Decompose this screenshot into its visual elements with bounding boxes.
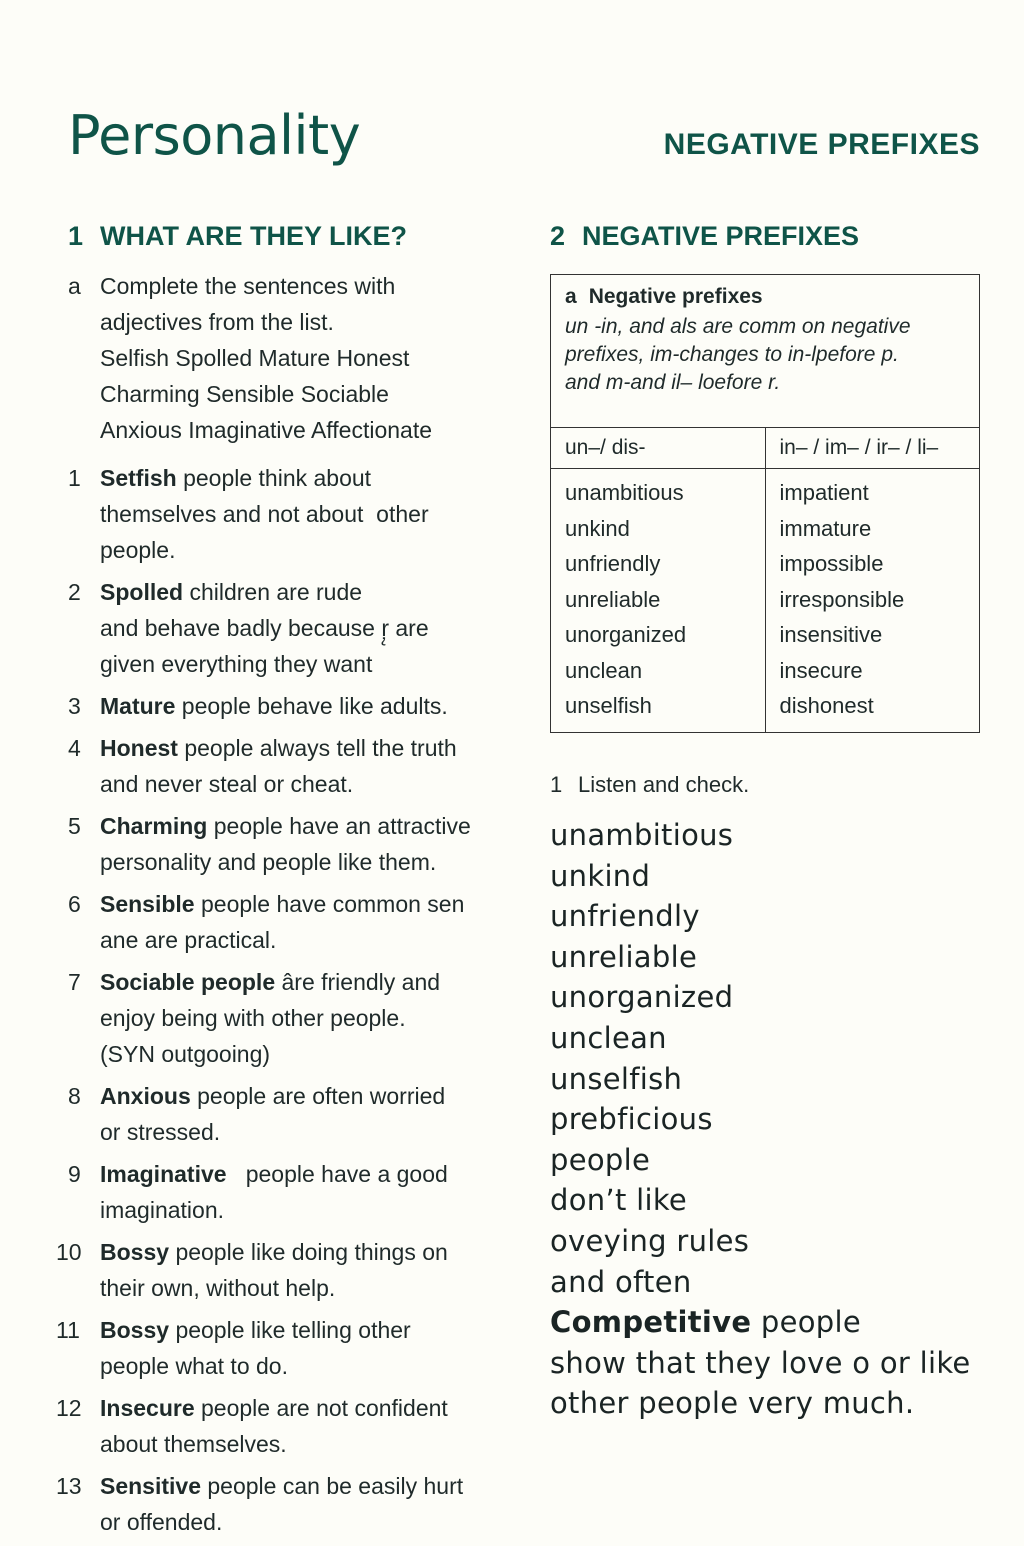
big-word: people bbox=[550, 1142, 651, 1177]
prefix-word: immature bbox=[779, 515, 872, 541]
column-header: in– / im– / ir– / li– bbox=[766, 428, 980, 469]
sentence-item bbox=[68, 688, 508, 724]
item-line bbox=[100, 844, 471, 880]
prefix-word: unclean bbox=[565, 657, 643, 683]
item-number: 12 bbox=[56, 1395, 82, 1421]
sentence-list bbox=[56, 460, 508, 1540]
item-line bbox=[100, 1270, 448, 1306]
item-line bbox=[100, 1468, 463, 1504]
item-line bbox=[100, 646, 429, 682]
item-line bbox=[100, 460, 429, 496]
word-column bbox=[550, 815, 990, 1424]
item-line-text: their own, without help. bbox=[100, 1275, 336, 1301]
item-line-text: people are not confident bbox=[201, 1395, 448, 1421]
word-list bbox=[100, 340, 508, 448]
item-line-text: or stressed. bbox=[100, 1119, 221, 1145]
item-text bbox=[100, 460, 429, 568]
item-number: 2 bbox=[68, 579, 81, 605]
item-line-text: and behave badly because ŗ̨ are bbox=[100, 615, 429, 641]
item-number: 8 bbox=[68, 1083, 81, 1109]
item-line bbox=[100, 1390, 448, 1426]
box-note-line: prefixes, im-changes to in-lpefore p. bbox=[565, 343, 899, 366]
prefix-word: unreliable bbox=[565, 586, 661, 612]
listen-number: 1 bbox=[550, 772, 563, 797]
item-line-text: children are rude bbox=[189, 579, 363, 605]
item-text bbox=[100, 730, 457, 802]
item-number: 3 bbox=[68, 693, 81, 719]
item-line bbox=[100, 922, 464, 958]
item-number: 6 bbox=[68, 891, 81, 917]
item-line bbox=[100, 610, 429, 646]
prefix-word: unambitious bbox=[565, 480, 684, 505]
corner-title: NEGATIVE PREFIXES bbox=[663, 128, 980, 161]
sentence-item bbox=[68, 574, 508, 682]
prefix-word: dishonest bbox=[779, 693, 874, 718]
item-number: 7 bbox=[68, 969, 81, 995]
item-number: 1 bbox=[68, 465, 81, 491]
box-label: a bbox=[565, 285, 577, 308]
prefix-columns bbox=[551, 428, 979, 732]
item-line bbox=[100, 1192, 448, 1228]
item-line bbox=[100, 532, 429, 568]
big-word: prebficious bbox=[550, 1102, 713, 1137]
item-number: 11 bbox=[56, 1317, 80, 1343]
item-text bbox=[100, 808, 471, 880]
item-line bbox=[100, 1078, 445, 1114]
prefix-word: insensitive bbox=[779, 622, 883, 647]
closing-line: show that they love o or like bbox=[550, 1345, 971, 1380]
prefix-column bbox=[765, 428, 980, 732]
adjective: Charming bbox=[100, 813, 208, 839]
item-line bbox=[100, 1504, 463, 1540]
prefix-word: impatient bbox=[779, 480, 869, 505]
item-number: 13 bbox=[56, 1473, 82, 1499]
listen-instruction bbox=[550, 772, 749, 798]
big-word: unclean bbox=[550, 1020, 667, 1055]
item-line-text: given everything they want bbox=[100, 651, 373, 677]
sentence-item bbox=[68, 808, 508, 880]
sentence-item bbox=[68, 1156, 508, 1228]
item-line-text: people have common sen bbox=[201, 891, 465, 917]
task-label: a bbox=[68, 273, 81, 299]
prefix-word: unselfish bbox=[565, 693, 652, 718]
big-word: unselfish bbox=[550, 1061, 683, 1096]
adjective: Anxious bbox=[100, 1083, 191, 1109]
item-line-text: people behave like adults. bbox=[181, 693, 448, 719]
item-line-text: people have an attractive bbox=[213, 813, 471, 839]
instruction-line: Complete the sentences with bbox=[100, 273, 396, 299]
adjective: Insecure bbox=[100, 1395, 195, 1421]
prefix-word: unfriendly bbox=[565, 551, 661, 576]
item-text bbox=[100, 1234, 448, 1306]
adjective: Sociable people bbox=[100, 969, 276, 995]
sentence-item bbox=[68, 730, 508, 802]
column-words bbox=[766, 469, 980, 732]
prefix-table bbox=[550, 274, 980, 733]
prefix-word: insecure bbox=[779, 657, 863, 683]
big-word: unorganized bbox=[550, 980, 734, 1015]
competitive-word: Competitive bbox=[550, 1305, 752, 1340]
prefix-word: unkind bbox=[565, 515, 630, 541]
box-title bbox=[565, 285, 965, 309]
listen-text: Listen and check. bbox=[578, 772, 750, 797]
sentence-item bbox=[56, 1234, 508, 1306]
big-word: and often bbox=[550, 1264, 692, 1299]
section-2-heading-text: NEGATIVE PREFIXES bbox=[582, 221, 860, 251]
item-line-text: about themselves. bbox=[100, 1431, 287, 1457]
section-2-number: 2 bbox=[550, 221, 566, 251]
big-word: unreliable bbox=[550, 939, 698, 974]
section-2-heading bbox=[550, 221, 859, 252]
item-line-text: and never steal or cheat. bbox=[100, 771, 354, 797]
item-line-text: people what to do. bbox=[100, 1353, 288, 1379]
item-number: 10 bbox=[56, 1239, 82, 1265]
big-word: oveying rules bbox=[550, 1223, 750, 1258]
item-line-text: people have a good bbox=[232, 1161, 448, 1187]
item-text bbox=[100, 964, 440, 1072]
adjective: Setfish bbox=[100, 465, 177, 491]
item-line bbox=[100, 766, 457, 802]
item-number: 4 bbox=[68, 735, 81, 761]
item-line bbox=[100, 1114, 445, 1150]
item-text bbox=[100, 688, 448, 724]
prefix-word: unorganized bbox=[565, 622, 687, 647]
item-line bbox=[100, 574, 429, 610]
item-line-text: imagination. bbox=[100, 1197, 225, 1223]
item-line bbox=[100, 1312, 411, 1348]
section-1-heading-text: WHAT ARE THEY LIKE? bbox=[100, 221, 407, 251]
item-line bbox=[100, 1036, 440, 1072]
competitive-line bbox=[550, 1302, 990, 1343]
page-title: Personality bbox=[68, 104, 361, 167]
big-word: unambitious bbox=[550, 818, 734, 852]
competitive-rest: people bbox=[751, 1305, 861, 1340]
item-line bbox=[100, 808, 471, 844]
item-line-text: people always tell the truth bbox=[184, 735, 457, 761]
item-line-text: people are often worried bbox=[197, 1083, 446, 1109]
item-line-text: people like telling other bbox=[175, 1317, 411, 1343]
item-line bbox=[100, 1348, 411, 1384]
item-text bbox=[100, 1390, 448, 1462]
item-line-text: themselves and not about other bbox=[100, 501, 429, 527]
item-line bbox=[100, 496, 429, 532]
item-text bbox=[100, 1468, 463, 1540]
exercise-1 bbox=[56, 268, 508, 1546]
instruction-line: adjectives from the list. bbox=[100, 309, 334, 335]
item-line-text: âre friendly and bbox=[281, 969, 441, 995]
big-word: unfriendly bbox=[550, 899, 700, 934]
task-a bbox=[68, 268, 508, 340]
box-note-line: and m-and il– loefore r. bbox=[565, 371, 781, 394]
big-word: unkind bbox=[550, 858, 651, 893]
box-note-line: un -in, and als are comm on negative bbox=[565, 315, 911, 338]
sentence-item bbox=[56, 1312, 508, 1384]
item-line bbox=[100, 886, 464, 922]
big-word-list bbox=[550, 815, 990, 1302]
box-title-text: Negative prefixes bbox=[588, 285, 763, 308]
section-1-number: 1 bbox=[68, 221, 84, 251]
word-list-line: Anxious Imaginative Affectionate bbox=[100, 417, 433, 443]
prefix-note-box bbox=[551, 275, 979, 428]
prefix-column bbox=[551, 428, 765, 732]
item-line-text: ane are practical. bbox=[100, 927, 277, 953]
section-1-heading bbox=[68, 221, 407, 252]
closing-line: other people very much. bbox=[550, 1386, 915, 1421]
item-text bbox=[100, 886, 464, 958]
item-line-text: people. bbox=[100, 537, 176, 563]
column-words bbox=[551, 469, 765, 732]
item-line bbox=[100, 1156, 448, 1192]
item-text bbox=[100, 1156, 448, 1228]
item-line-text: or offended. bbox=[100, 1509, 223, 1535]
adjective: Imaginative bbox=[100, 1161, 227, 1187]
item-number: 5 bbox=[68, 813, 81, 839]
item-text bbox=[100, 1078, 445, 1150]
sentence-item bbox=[68, 460, 508, 568]
adjective: Bossy bbox=[100, 1239, 170, 1265]
word-list-line: Charming Sensible Sociable bbox=[100, 381, 389, 407]
item-line bbox=[100, 688, 448, 724]
sentence-item bbox=[68, 964, 508, 1072]
item-text bbox=[100, 574, 429, 682]
box-note bbox=[565, 313, 965, 397]
prefix-word: irresponsible bbox=[779, 586, 905, 612]
item-line bbox=[100, 964, 440, 1000]
item-line-text: enjoy being with other people. bbox=[100, 1005, 406, 1031]
item-number: 9 bbox=[68, 1161, 81, 1187]
prefix-word: impossible bbox=[779, 551, 884, 576]
item-line-text: personality and people like them. bbox=[100, 849, 437, 875]
sentence-item bbox=[68, 886, 508, 958]
item-line-text: people like doing things on bbox=[175, 1239, 448, 1265]
item-line-text: people can be easily hurt bbox=[207, 1473, 464, 1499]
adjective: Mature bbox=[100, 693, 176, 719]
sentence-item bbox=[56, 1390, 508, 1462]
item-line bbox=[100, 1234, 448, 1270]
sentence-item bbox=[68, 1078, 508, 1150]
adjective: Sensitive bbox=[100, 1473, 201, 1499]
adjective: Honest bbox=[100, 735, 178, 761]
item-line bbox=[100, 730, 457, 766]
column-header: un–/ dis- bbox=[551, 428, 765, 469]
item-line bbox=[100, 1000, 440, 1036]
adjective: Bossy bbox=[100, 1317, 170, 1343]
word-list-line: Selfish Spolled Mature Honest bbox=[100, 345, 410, 371]
adjective: Spolled bbox=[100, 579, 184, 605]
adjective: Sensible bbox=[100, 891, 195, 917]
big-word: don’t like bbox=[550, 1183, 688, 1218]
item-text bbox=[100, 1312, 411, 1384]
item-line-text: (SYN outgooing) bbox=[100, 1041, 271, 1067]
item-line-text: people think about bbox=[183, 465, 372, 491]
sentence-item bbox=[56, 1468, 508, 1540]
item-line bbox=[100, 1426, 448, 1462]
